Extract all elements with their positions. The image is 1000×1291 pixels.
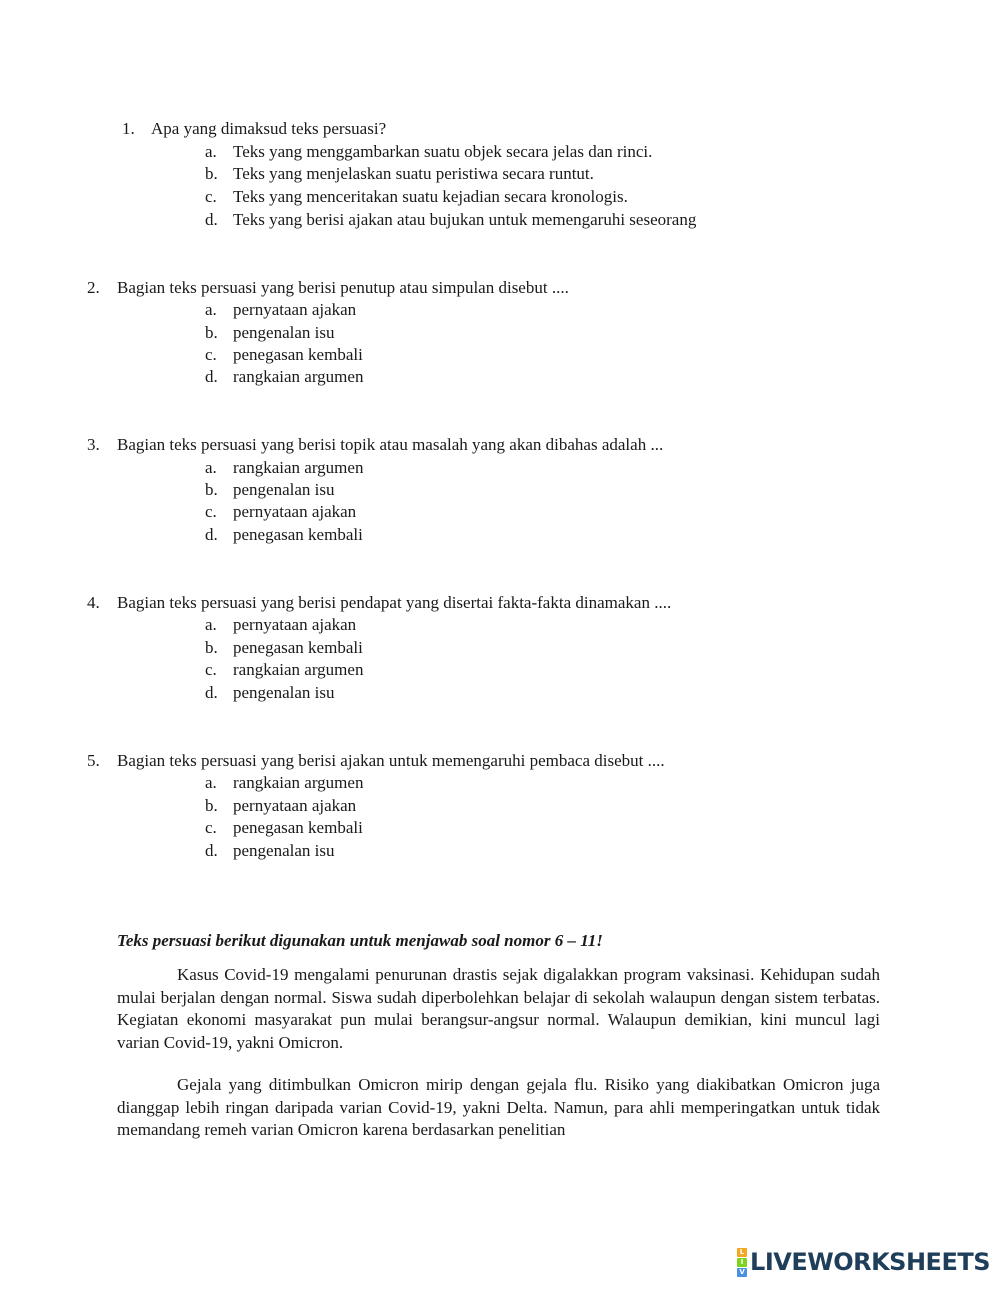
option-text: rangkaian argumen <box>233 660 364 679</box>
option-letter: c. <box>205 345 217 364</box>
option-d <box>205 840 335 862</box>
option-letter: b. <box>205 323 218 342</box>
liveworksheets-logo[interactable] <box>737 1247 990 1277</box>
option-letter: b. <box>205 480 218 499</box>
option-letter: d. <box>205 841 218 860</box>
question-text: Bagian teks persuasi yang berisi penutup atau simpulan disebut .... <box>117 278 569 297</box>
option-text: penegasan kembali <box>233 525 363 544</box>
option-text: pengenalan isu <box>233 841 335 860</box>
option-a <box>205 614 356 636</box>
option-letter: a. <box>205 615 217 634</box>
option-d <box>205 366 363 388</box>
option-letter: a. <box>205 458 217 477</box>
option-text: penegasan kembali <box>233 638 363 657</box>
reading-instruction: Teks persuasi berikut digunakan untuk menjawab soal nomor 6 – 11! <box>117 931 603 950</box>
logo-mark-v: V <box>737 1268 747 1277</box>
option-letter: a. <box>205 300 217 319</box>
logo-mark-i: I <box>737 1258 747 1267</box>
option-letter: a. <box>205 773 217 792</box>
option-d <box>205 524 363 546</box>
option-letter: c. <box>205 187 217 206</box>
option-text: rangkaian argumen <box>233 773 364 792</box>
question-number: 3. <box>87 435 100 454</box>
option-b <box>205 479 335 501</box>
option-letter: d. <box>205 525 218 544</box>
logo-text: LIVEWORKSHEETS <box>750 1248 990 1276</box>
question-number: 1. <box>122 119 135 138</box>
option-letter: d. <box>205 683 218 702</box>
option-letter: a. <box>205 142 217 161</box>
option-text: pengenalan isu <box>233 683 335 702</box>
logo-mark-icon <box>737 1248 747 1277</box>
option-letter: c. <box>205 818 217 837</box>
option-text: Teks yang berisi ajakan atau bujukan untuk memengaruhi seseorang <box>233 210 697 229</box>
option-text: pernyataan ajakan <box>233 615 357 634</box>
option-text: pernyataan ajakan <box>233 796 357 815</box>
option-a <box>205 141 652 163</box>
option-text: Teks yang menggambarkan suatu objek secara jelas dan rinci. <box>233 142 653 161</box>
option-c <box>205 659 363 681</box>
option-letter: b. <box>205 638 218 657</box>
passage-paragraph-2: Gejala yang ditimbulkan Omicron mirip dengan gejala flu. Risiko yang diakibatkan Omicron juga dianggap lebih ringan daripada varian Covid-19, yakni Delta. Namun, para ahli memperingatkan untuk tidak memandang remeh varian Omicron karena berdasarkan penelitian <box>117 1075 880 1139</box>
option-b <box>205 795 356 817</box>
logo-mark-l: L <box>737 1248 747 1257</box>
question-number: 5. <box>87 751 100 770</box>
question-text: Bagian teks persuasi yang berisi ajakan untuk memengaruhi pembaca disebut .... <box>117 751 665 770</box>
option-text: pernyataan ajakan <box>233 300 357 319</box>
option-text: pernyataan ajakan <box>233 502 357 521</box>
question-text: Bagian teks persuasi yang berisi pendapat yang disertai fakta-fakta dinamakan .... <box>117 593 672 612</box>
option-text: penegasan kembali <box>233 818 363 837</box>
option-d <box>205 682 335 704</box>
option-letter: d. <box>205 210 218 229</box>
option-c <box>205 817 363 839</box>
passage-paragraph-1: Kasus Covid-19 mengalami penurunan drastis sejak digalakkan program vaksinasi. Kehidupan sudah mulai berjalan dengan normal. Siswa sudah diperbolehkan belajar di sekolah walaupun dengan sistem terbatas. Kegiatan ekonomi masyarakat pun mulai berangsur-angsur normal. Walaupun demikian, kini muncul lagi varian Covid-19, yakni Omicron. <box>117 965 880 1052</box>
option-letter: c. <box>205 660 217 679</box>
option-letter: b. <box>205 164 218 183</box>
option-d <box>205 209 696 231</box>
option-letter: d. <box>205 367 218 386</box>
question-text: Bagian teks persuasi yang berisi topik atau masalah yang akan dibahas adalah ... <box>117 435 664 454</box>
option-text: rangkaian argumen <box>233 458 364 477</box>
question-text: Apa yang dimaksud teks persuasi? <box>151 119 387 138</box>
option-text: pengenalan isu <box>233 480 335 499</box>
option-b <box>205 637 363 659</box>
option-text: rangkaian argumen <box>233 367 364 386</box>
option-c <box>205 501 356 523</box>
option-a <box>205 772 363 794</box>
option-c <box>205 344 363 366</box>
option-a <box>205 299 356 321</box>
option-letter: c. <box>205 502 217 521</box>
option-text: pengenalan isu <box>233 323 335 342</box>
option-b <box>205 163 594 185</box>
option-text: Teks yang menceritakan suatu kejadian secara kronologis. <box>233 187 628 206</box>
option-b <box>205 322 335 344</box>
question-number: 4. <box>87 593 100 612</box>
option-text: penegasan kembali <box>233 345 363 364</box>
option-letter: b. <box>205 796 218 815</box>
option-text: Teks yang menjelaskan suatu peristiwa secara runtut. <box>233 164 594 183</box>
option-c <box>205 186 628 208</box>
option-a <box>205 457 363 479</box>
question-number: 2. <box>87 278 100 297</box>
